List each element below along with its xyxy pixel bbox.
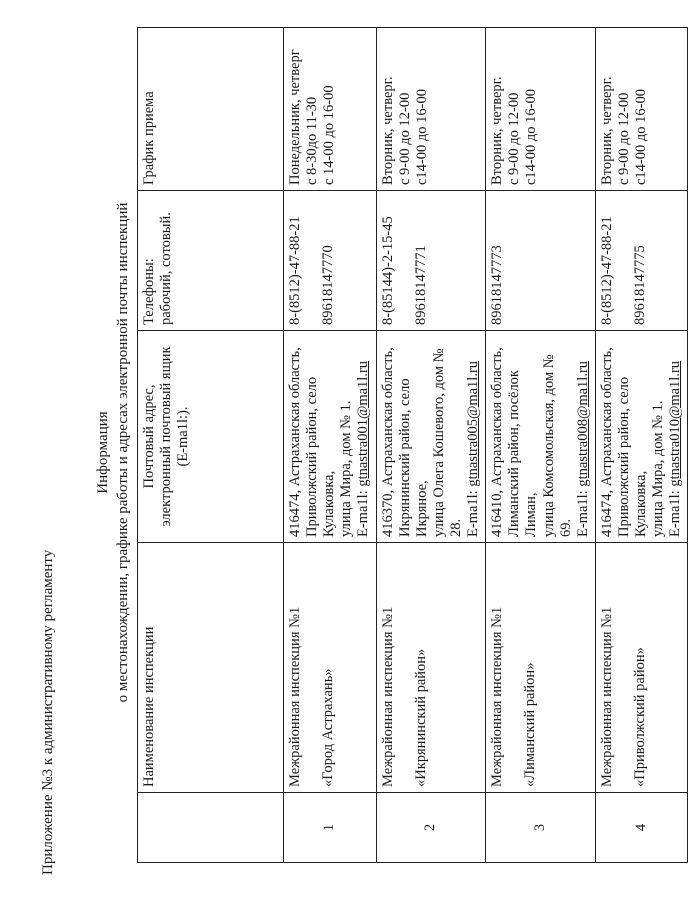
email-label: E-ma1l:: [465, 486, 482, 537]
row-number: 2: [376, 793, 486, 863]
header-phones: [138, 191, 284, 331]
schedule-cell: [376, 28, 486, 191]
header-name-text: Наименование инспекции: [141, 626, 157, 787]
row-number: 1: [284, 793, 377, 863]
schedule-time: с 9-00 до 12-00: [506, 92, 523, 185]
schedule-time: с14-00 до 16-00: [413, 89, 430, 185]
address-line: 416474, Астраханская область,: [287, 347, 303, 537]
inspection-name-cell: [486, 543, 596, 793]
email-link[interactable]: gtnastra008@ma1l.ru: [574, 360, 591, 487]
schedule-days: Вторник, четверг.: [598, 76, 615, 185]
email-line: [355, 336, 372, 537]
address-line: 416370, Астраханская область,: [379, 347, 396, 537]
mobile-phone: 89618147773: [489, 245, 506, 325]
schedule-time: с14-00 до 16-00: [633, 89, 650, 185]
header-address: [138, 331, 284, 543]
email-link[interactable]: gtnastra005@ma1l.ru: [465, 360, 482, 487]
schedule-time: с14-00 до 16-00: [523, 89, 540, 185]
inspection-area: «Икрянинский район»: [412, 648, 429, 787]
schedule-cell: [284, 28, 377, 191]
address-line: улица Комсомольская, дом № 69.: [540, 354, 574, 537]
work-phone: 8-(85144)-2-15-45: [379, 216, 396, 325]
mobile-phone: 89618147770: [320, 245, 337, 325]
phones-cell: [284, 191, 377, 331]
address-cell: [284, 331, 377, 543]
email-link[interactable]: gtnastra010@ma1l.ru: [667, 360, 684, 487]
address-line: улица Олега Кошевого, дом № 28.: [430, 348, 464, 537]
address-line: улица Мира, дом № 1.: [338, 400, 355, 537]
header-address-line: электронный почтовый ящик: [158, 346, 175, 527]
header-name: [138, 543, 284, 793]
phones-cell: [595, 191, 688, 331]
schedule-days: Вторник, четверг.: [489, 76, 506, 185]
schedule-cell: [486, 28, 596, 191]
header-phones-line: рабочий, сотовый.: [158, 212, 175, 325]
email-line: [465, 336, 482, 537]
header-schedule-text: График приема: [141, 91, 157, 185]
inspection-area: «Приволжский район»: [631, 647, 648, 787]
email-label: E-ma1l:: [574, 486, 591, 537]
schedule-time: с 8-30до 11-30: [304, 96, 321, 185]
inspection-name-cell: [376, 543, 486, 793]
inspections-table: [137, 27, 688, 863]
row-number: 4: [595, 793, 688, 863]
work-phone: 8-(8512)-47-88-21: [287, 216, 303, 325]
email-label: E-ma1l:: [355, 486, 372, 537]
table-row: [376, 28, 486, 863]
email-line: [575, 336, 592, 537]
header-phones-line: Телефоны:: [141, 258, 157, 325]
header-address-line: Почтовый адрес,: [141, 384, 157, 489]
inspection-area: «Лиманский район»: [522, 662, 539, 787]
address-cell: [486, 331, 596, 543]
address-line: 416410, Астраханская область,: [489, 347, 506, 537]
header-num: [138, 793, 284, 863]
email-link[interactable]: gtnastra001@ma1l.ru: [355, 360, 372, 487]
address-cell: [595, 331, 688, 543]
schedule-days: Понедельник, четверг: [287, 49, 303, 185]
address-line: Приволжский район, село Кулаковка,: [615, 376, 650, 537]
document-subtitle: о местонахождении, графике работы и адресах электронной почты инспекций: [115, 202, 131, 703]
address-line: Икрянинский район, село Икряное,: [396, 378, 430, 537]
schedule-cell: [595, 28, 688, 191]
table-row: [595, 28, 688, 863]
mobile-phone: 89618147775: [631, 245, 648, 325]
document-title: Информация: [95, 411, 111, 494]
email-line: [667, 336, 684, 537]
schedule-time: с 9-00 до 12-00: [396, 92, 413, 185]
inspection-name: Межрайонная инспекция №1: [489, 606, 506, 787]
address-line: улица Мира, дом № 1.: [650, 400, 667, 537]
schedule-days: Вторник, четверг.: [379, 76, 396, 185]
inspection-name-cell: [595, 543, 688, 793]
header-schedule: [138, 28, 284, 191]
table-header-row: [138, 28, 284, 863]
table-row: [284, 28, 377, 863]
email-label: E-ma1l:: [667, 486, 684, 537]
phones-cell: [486, 191, 596, 331]
table-row: [486, 28, 596, 863]
appendix-caption: Приложение №3 к административному регламенту: [40, 549, 56, 875]
schedule-time: с 9-00 до 12-00: [615, 92, 632, 185]
inspection-name: Межрайонная инспекция №1: [598, 606, 615, 787]
header-address-line: (E-ma1l:).: [175, 406, 192, 467]
inspection-name: Межрайонная инспекция №1: [379, 606, 396, 787]
address-cell: [376, 331, 486, 543]
address-line: Приволжский район, село Кулаковка,: [304, 376, 338, 537]
row-number: 3: [486, 793, 596, 863]
work-phone: 8-(8512)-47-88-21: [598, 216, 615, 325]
schedule-time: с 14-00 до 16-00: [321, 85, 338, 185]
inspection-name: Межрайонная инспекция №1: [287, 606, 303, 787]
mobile-phone: 89618147771: [412, 245, 429, 325]
phones-cell: [376, 191, 486, 331]
address-line: Лиманский район, посёлок Лиман,: [506, 370, 540, 537]
inspection-name-cell: [284, 543, 377, 793]
inspection-area: «Город Астрахань»: [320, 668, 337, 787]
address-line: 416474, Астраханская область,: [598, 347, 615, 537]
